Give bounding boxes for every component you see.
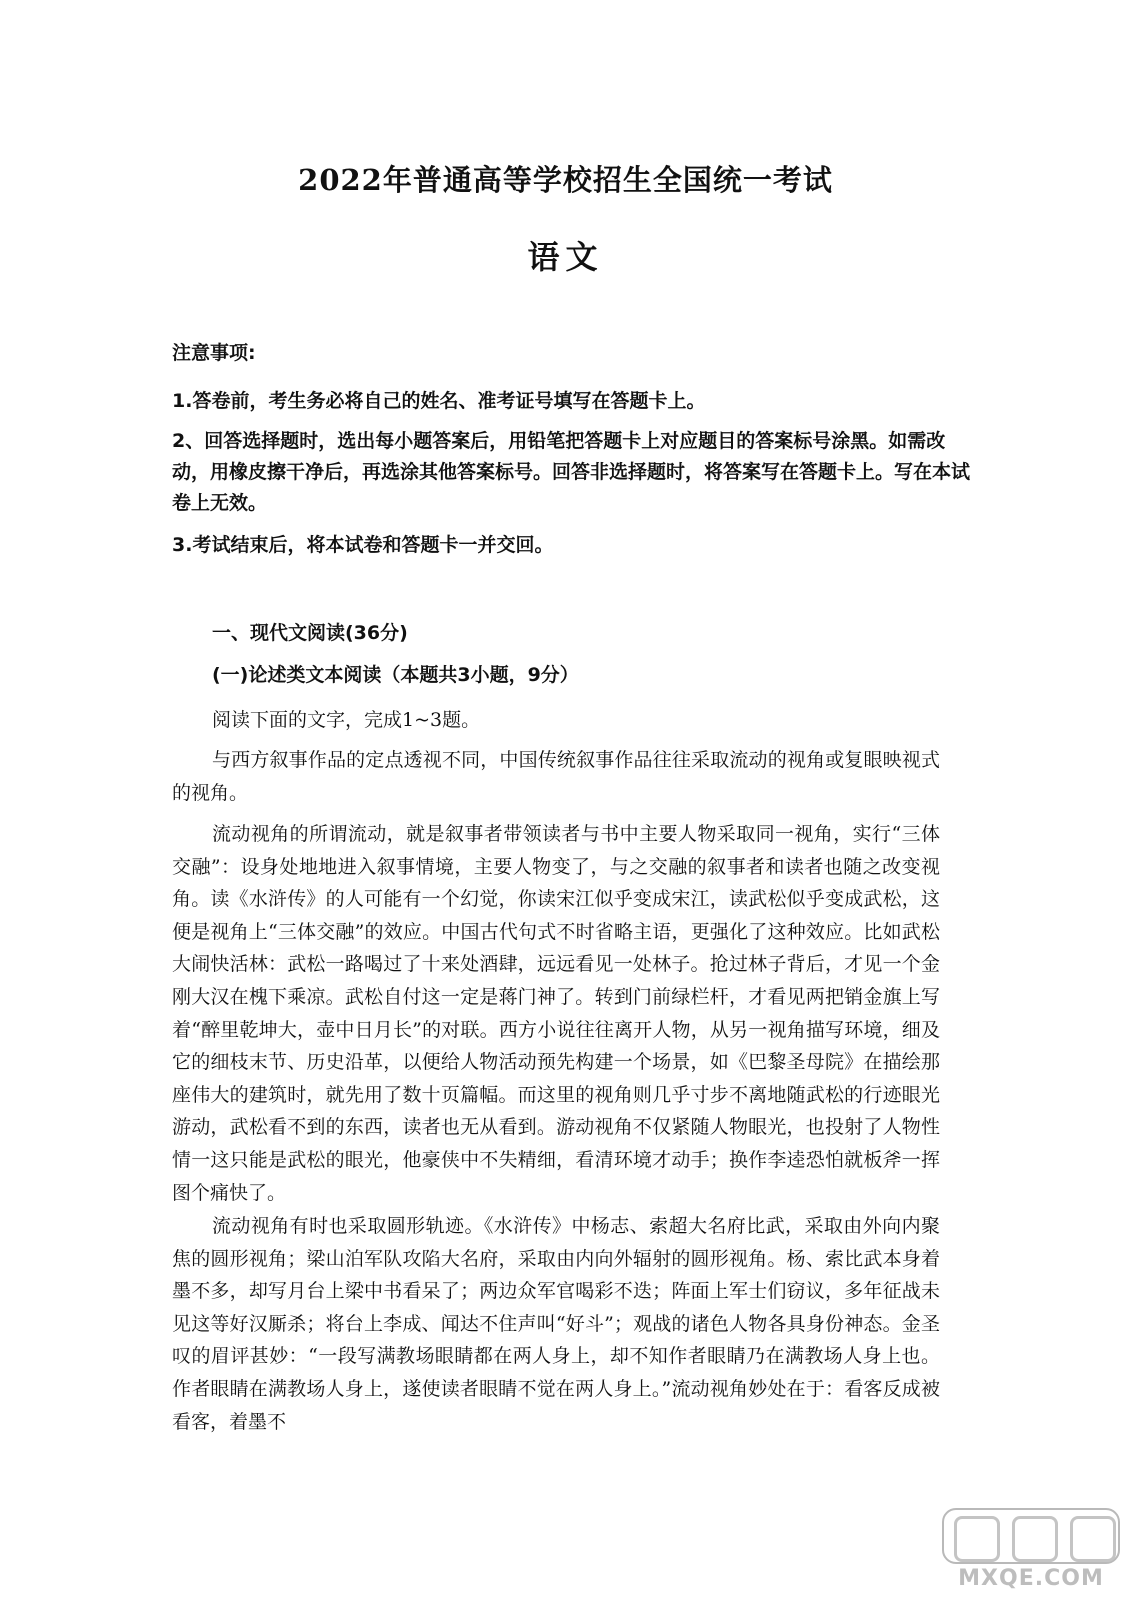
watermark-chars-icon <box>942 1508 1120 1564</box>
section-subtitle: (一)论述类文本阅读（本题共3小题，9分） <box>212 664 579 686</box>
paragraph-2: 流动视角的所谓流动，就是叙事者带领读者与书中主要人物采取同一视角，实行“三体交融”：设身处地地进入叙事情境，主要人物变了，与之交融的叙事者和读者也随之改变视角。读《水浒传》的人可能有一个幻觉，你读宋江似乎变成宋江，读武松似乎变成武松，这便是视角上“三体交融”的效应。中国古代句式不时省略主语，更强化了这种效应。比如武松大闹快活林：武松一路喝过了十来处酒肆，远远看见一处林子。抢过林子背后，才见一个金刚大汉在槐下乘凉。武松自付这一定是蒋门神了。转到门前绿栏杆，才看见两把销金旗上写着“醉里乾坤大，壶中日月长”的对联。西方小说往往离开人物，从另一视角描写环境，细及它的细枝末节、历史沿革，以便给人物活动预先构建一个场景，如《巴黎圣母院》在描绘那座伟大的建筑时，就先用了数十页篇幅。而这里的视角则几乎寸步不离地随武松的行迹眼光游动，武松看不到的东西，读者也无从看到。游动视角不仅紧随人物眼光，也投射了人物性情一这只能是武松的眼光，他豪侠中不失精细，看清环境才动手；换作李逵恐怕就板斧一挥图个痛快了。 <box>172 823 940 1204</box>
notice-heading: 注意事项: <box>172 342 256 364</box>
subject-title: 语文 <box>527 238 604 276</box>
exam-title: 2022年普通高等学校招生全国统一考试 <box>298 163 833 197</box>
notice-item-1: 1.答卷前，考生务必将自己的姓名、准考证号填写在答题卡上。 <box>172 390 706 412</box>
notice-item-2: 2、回答选择题时，选出每小题答案后，用铅笔把答题卡上对应题目的答案标号涂黑。如需改动，用橡皮擦干净后，再选涂其他答案标号。回答非选择题时，将答案写在答题卡上。写在本试卷上无效。 <box>172 430 971 514</box>
watermark-site: MXQE.COM <box>958 1566 1104 1591</box>
notice-item-3: 3.考试结束后，将本试卷和答题卡一并交回。 <box>172 534 554 556</box>
paragraph-3: 流动视角有时也采取圆形轨迹。《水浒传》中杨志、索超大名府比武，采取由外向内聚焦的圆形视角；梁山泊军队攻陷大名府，采取由内向外辐射的圆形视角。杨、索比武本身着墨不多，却写月台上梁中书看呆了；两边众军官喝彩不迭；阵面上军士们窃议，多年征战未见这等好汉厮杀；将台上李成、闻达不住声叫“好斗”；观战的诸色人物各具身份神态。金圣叹的眉评甚妙：“一段写满教场眼睛都在两人身上，却不知作者眼睛乃在满教场人身上也。作者眼睛在满教场人身上，遂使读者眼睛不觉在两人身上。”流动视角妙处在于：看客反成被看客，着墨不 <box>172 1215 940 1433</box>
paragraph-1: 与西方叙事作品的定点透视不同，中国传统叙事作品往往采取流动的视角或复眼映视式的视角。 <box>172 749 940 804</box>
watermark-logo <box>942 1508 1120 1594</box>
section-title: 一、现代文阅读(36分) <box>212 622 408 644</box>
reading-instruction: 阅读下面的文字，完成1~3题。 <box>212 709 481 731</box>
